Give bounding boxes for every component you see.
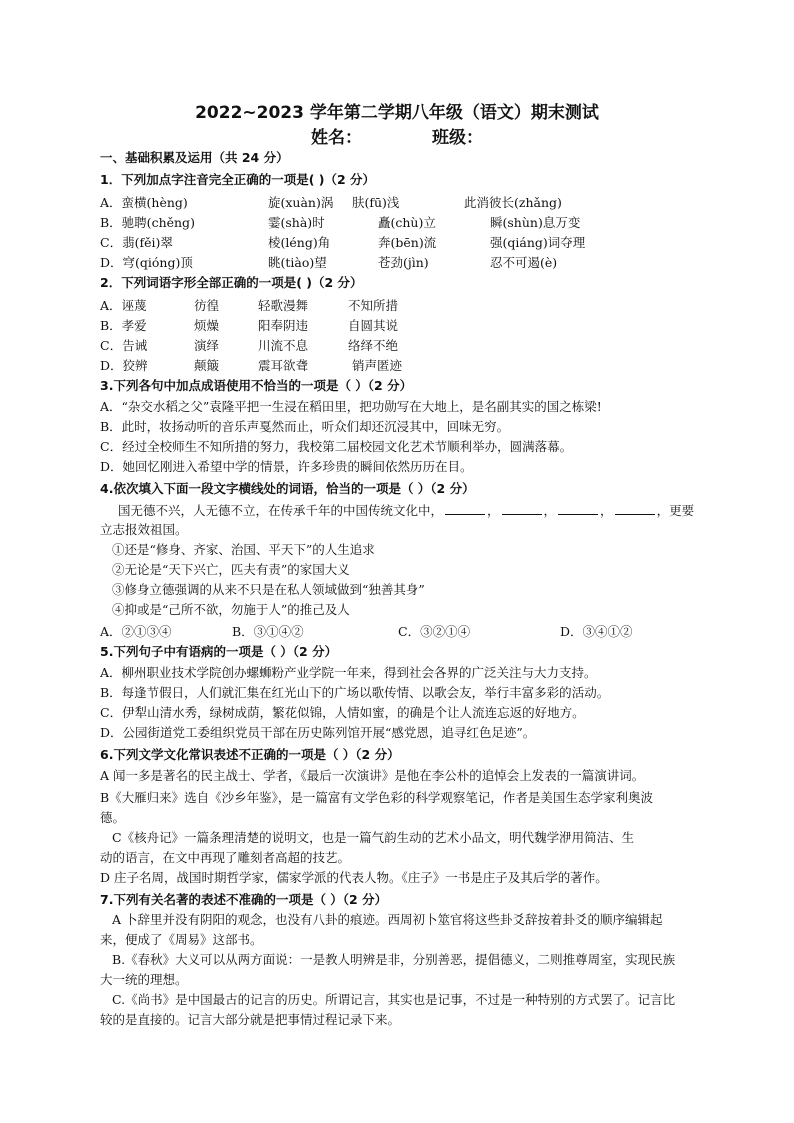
- option-cell: 眺(tiào)望: [268, 255, 327, 270]
- option-c: C．伊犁山清水秀，绿树成荫，繁花似锦，人情如蜜，的确是个让人流连忘返的好地方。: [100, 705, 585, 720]
- option-cell: 络绎不绝: [348, 338, 399, 353]
- option-cell: 强(qiáng)词夺理: [490, 235, 586, 250]
- item-4: ④抑或是“己所不欲，勿施于人”的推己及人: [112, 602, 350, 617]
- option-cell: 苍劲(jìn): [378, 255, 429, 270]
- question-7-stem: 7.下列有关名著的表述不准确的一项是（ ）（2 分）: [100, 892, 388, 907]
- option-cell: 演绎: [194, 338, 220, 353]
- option-cell: 棱(léng)角: [268, 235, 331, 250]
- option-cell: 瞬(shùn)息万变: [490, 215, 581, 230]
- option-cell: A．诬蔑: [100, 298, 147, 313]
- option-cell: D．狡辨: [100, 358, 148, 373]
- option-c-continued: 动的语言，在文中再现了雕刻者高超的技艺。: [100, 850, 351, 865]
- option-cell: 肤(fū)浅: [352, 195, 400, 210]
- question-1-stem: 1．下列加点字注音完全正确的一项是( )（2 分）: [100, 172, 376, 187]
- option-cell: 销声匿迹: [352, 358, 403, 373]
- option-d: D 庄子名周，战国时期哲学家，儒家学派的代表人物。《庄子》一书是庄子及其后学的著作。: [100, 870, 608, 885]
- name-label: 姓名：: [311, 128, 362, 148]
- option-cell: 彷徨: [194, 298, 220, 313]
- option-cell: B．驰聘(chěng): [100, 215, 195, 230]
- blank: [558, 502, 598, 515]
- question-2-stem: 2．下列词语字形全部正确的一项是( )（2 分）: [100, 275, 363, 290]
- option-cell: 矗(chù)立: [378, 215, 436, 230]
- option-cell: 不知所措: [348, 298, 399, 313]
- option-cell: 霎(shà)时: [268, 215, 325, 230]
- option-c: C《核舟记》一篇条理清楚的说明文，也是一篇气韵生动的艺术小品文，明代魏学洢用简洁、生: [112, 830, 635, 845]
- option-cell: 旋(xuàn)涡: [268, 195, 334, 210]
- option-c: C.《尚书》是中国最古的记言的历史。所谓记言，其实也是记事，不过是一种特别的方式罢了。记言比: [112, 992, 676, 1007]
- option-b: B．此时，妆扬动听的音乐声戛然而止，听众们却还沉浸其中，回味无穷。: [100, 419, 510, 434]
- option-b: B．每逢节假日，人们就汇集在红光山下的广场以歌传情、以歌会友，举行丰富多彩的活动。: [100, 685, 610, 700]
- option-cell: A．蛮横(hèng): [100, 195, 188, 210]
- option-cell: 颠簸: [194, 358, 220, 373]
- choice-d: D．③④①②: [560, 624, 633, 639]
- option-cell: B．孝爱: [100, 318, 147, 333]
- question-3-stem: 3.下列各句中加点成语使用不恰当的一项是（ ）（2 分）: [100, 378, 413, 393]
- option-d: D．公园街道党工委组织党员干部在历史陈列馆开展“感党恩，追寻红色足迹”。: [100, 725, 536, 740]
- option-cell: C．翡(fěi)翠: [100, 235, 173, 250]
- option-b: B《大雁归来》选自《沙乡年鉴》，是一篇富有文学色彩的科学观察笔记，作者是美国生态学家利奥波: [100, 790, 653, 805]
- question-6-stem: 6.下列文学文化常识表述不正确的一项是（ ）（2 分）: [100, 747, 400, 762]
- question-4-stem: 4.依次填入下面一段文字横线处的词语，恰当的一项是（ ）（2 分）: [100, 481, 475, 496]
- option-d: D．她回忆刚进入希望中学的情景，许多珍贵的瞬间依然历历在目。: [100, 459, 473, 474]
- option-cell: 烦燥: [194, 318, 220, 333]
- option-b: B.《春秋》大义可以从两方面说：一是教人明辨是非，分别善恶，提倡德义，二则推尊周室，实现民族: [112, 952, 676, 967]
- option-a: A．“杂交水稻之父”袁隆平把一生浸在稻田里，把功勋写在大地上，是名副其实的国之栋梁!: [100, 399, 602, 414]
- question-5-stem: 5.下列句子中有语病的一项是（ ）（2 分）: [100, 644, 338, 659]
- option-cell: D．穹(qióng)顶: [100, 255, 193, 270]
- option-cell: 阳奉阴违: [258, 318, 309, 333]
- blank: [445, 502, 485, 515]
- option-c: C．经过全校师生不知所措的努力，我校第二届校园文化艺术节顺利举办，圆满落幕。: [100, 439, 573, 454]
- option-cell: 奔(bēn)流: [378, 235, 437, 250]
- blank: [615, 502, 655, 515]
- choice-b: B．③①④②: [232, 624, 304, 639]
- option-a: A．柳州职业技术学院创办螺蛳粉产业学院一年来，得到社会各界的广泛关注与大力支持。: [100, 665, 597, 680]
- section-heading: 一、基础积累及运用（共 24 分）: [100, 150, 289, 165]
- option-b-continued: 大一统的理想。: [100, 972, 188, 987]
- option-cell: 震耳欲聋: [258, 358, 309, 373]
- option-cell: 忍不可遏(è): [490, 255, 558, 270]
- option-cell: 川流不息: [258, 338, 309, 353]
- passage-continuation: 立志报效祖国。: [100, 522, 188, 537]
- question-4-passage: 国无德不兴，人无德不立，在传承千年的中国传统文化中， ， ， ， ，更要: [118, 503, 695, 518]
- item-1: ①还是“修身、齐家、治国、平天下”的人生追求: [112, 542, 375, 557]
- passage-text: 国无德不兴，人无德不立，在传承千年的中国传统文化中，: [118, 503, 444, 518]
- option-a: A 闻一多是著名的民主战士、学者，《最后一次演讲》是他在李公朴的追悼会上发表的一篇演讲词。: [100, 768, 645, 783]
- choice-c: C．③②①④: [398, 624, 471, 639]
- option-a-continued: 来，便成了《周易》这部书。: [100, 932, 263, 947]
- student-info: [0, 123, 794, 148]
- option-b-continued: 德。: [100, 810, 126, 825]
- choice-a: A．②①③④: [100, 624, 172, 639]
- page-title: 2022~2023 学年第二学期八年级（语文）期末测试: [195, 103, 599, 123]
- item-2: ②无论是“天下兴亡，匹夫有责”的家国大义: [112, 562, 350, 577]
- option-cell: 轻歌漫舞: [258, 298, 309, 313]
- option-cell: C．告诫: [100, 338, 148, 353]
- item-3: ③修身立德强调的从来不只是在私人领域做到“独善其身”: [112, 582, 425, 597]
- option-cell: 自圆其说: [348, 318, 399, 333]
- blank: [502, 502, 542, 515]
- passage-text: ，更要: [656, 503, 695, 518]
- option-c-continued: 较的是直接的。记言大部分就是把事情过程记录下来。: [100, 1012, 401, 1027]
- class-label: 班级：: [432, 128, 483, 148]
- option-cell: 此消彼长(zhǎng): [464, 195, 562, 210]
- option-a: A 卜辞里并没有阴阳的观念，也没有八卦的痕迹。西周初卜筮官将这些卦爻辞按着卦爻的顺序编辑起: [112, 912, 663, 927]
